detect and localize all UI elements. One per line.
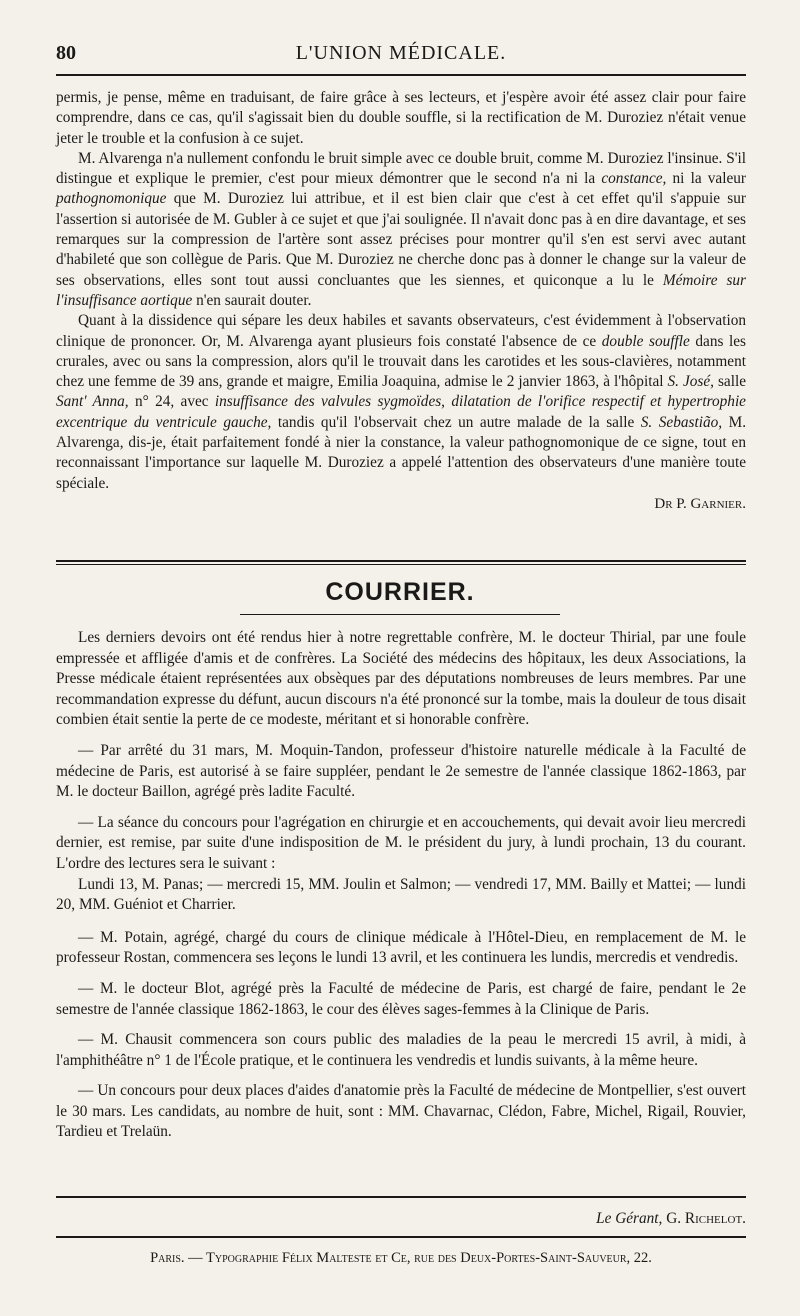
imprint-rule xyxy=(56,1236,746,1238)
running-title: L'UNION MÉDICALE. xyxy=(295,42,507,64)
news-item: — Un concours pour deux places d'aides d'anatomie près la Faculté de médecine de Montpellier, s'est ouvert le 30 mars. Les candidats, au nombre de huit, sont : MM. Chavarnac, Clédon, Fabre, Michel, Rigail, Rouvier, Tardieu et Trelaün. xyxy=(56,1082,746,1141)
header-rule xyxy=(56,74,746,76)
news-item: — Par arrêté du 31 mars, M. Moquin-Tandon, professeur d'histoire naturelle médicale à la Faculté de médecine de Paris, est autorisé à se faire suppléer, pendant le 2e semestre de l'année classique 1862-1863, par M. le docteur Baillon, agrégé près ladite Faculté. xyxy=(56,741,746,801)
page-header xyxy=(56,38,746,72)
article-signature: Dr P. Garnier. xyxy=(654,495,746,512)
news-item: — M. le docteur Blot, agrégé près la Faculté de médecine de Paris, est chargé de faire, pendant le 2e semestre de l'année classique 1862-1863, le cour des élèves sages-femmes à la Clinique de Paris. xyxy=(56,979,746,1018)
article-paragraph: permis, je pense, même en traduisant, de faire grâce à ses lecteurs, et j'espère avoir été assez clair pour faire comprendre, dans ce cas, qu'il s'agissait bien du double souffle, si la rectification de M. Duroziez n'était venue jeter le trouble et la confusion à ce sujet. xyxy=(56,89,746,147)
news-item: Les derniers devoirs ont été rendus hier à notre regrettable confrère, M. le docteur Thirial, par une foule empressée et affligée d'amis et de confrères. La Société des médecins des hôpitaux, les deux Associations, la Presse médicale étaient représentées aux obsèques par des députations nombreuses de leurs membres. Par une recommandation expresse du défunt, aucun discours n'a été prononcé sur la tombe, mais la douleur de tous disait combien était sentie la perte de ce modeste, méritant et si honorable confrère. xyxy=(56,629,746,729)
gerant-label: Le Gérant, xyxy=(596,1210,663,1227)
page-number: 80 xyxy=(56,42,76,64)
section-rule-thin xyxy=(56,564,746,565)
article-body xyxy=(56,88,746,514)
section-title-courrier: COURRIER. xyxy=(325,578,475,606)
news-item: — M. Chausit commencera son cours public des maladies de la peau le mercredi 15 avril, à midi, à l'amphithéâtre n° 1 de l'École pratique, et le continuera les vendredis et lundis suivants, à la même heure. xyxy=(56,1031,746,1069)
printer-imprint: Paris. — Typographie Félix Malteste et Ce, rue des Deux-Portes-Saint-Sauveur, 22. xyxy=(150,1250,652,1266)
article-paragraph: M. Alvarenga n'a nullement confondu le bruit simple avec ce double bruit, comme M. Duroziez l'insinue. S'il distingue et explique le premier, c'est pour mieux démontrer que le second n'a ni la constance, ni la valeur pathognomonique que M. Duroziez lui attribue, et il est bien clair que c'est à cet effet qu'il s'appuie sur l'assertion si autorisée de M. Gubler à ce sujet et que j'ai soulignée. Il n'avait donc pas à en dire davantage, et ses remarques sur la compression de l'artère sont assez précises pour montrer qu'il s'en est servi avec autant d'habileté que son collègue de Paris. Que M. Duroziez ne cherche donc pas à donner le change sur la valeur de ses observations, elles sont tout aussi concluantes que les siennes, et quiconque a lu le Mémoire sur l'insuffisance aortique n'en saurait douter. xyxy=(56,149,746,309)
article-paragraph: Quant à la dissidence qui sépare les deux habiles et savants observateurs, c'est évidemment à l'observation clinique de prononcer. Or, M. Alvarenga ayant plusieurs fois constaté l'absence de ce double souffle dans les crurales, avec ou sans la compression, alors qu'il le trouvait dans les carotides et les sous-clavières, notamment chez une femme de 39 ans, grande et maigre, Emilia Joaquina, admise le 2 janvier 1863, à l'hôpital S. José, salle Sant' Anna, n° 24, avec insuffisance des valvules sygmoïdes, dilatation de l'orifice respectif et hypertrophie excentrique du ventricule gauche, tandis qu'il l'observait chez un autre malade de la salle S. Sebastião, M. Alvarenga, dis-je, était parfaitement fondé à nier la constance, la valeur pathognomonique de ce signe, tout en reconnaissant l'importance sur laquelle M. Duroziez a appelé l'attention des observateurs d'une manière toute spéciale. xyxy=(56,312,747,492)
news-item: — La séance du concours pour l'agrégation en chirurgie et en accouchements, qui devait avoir lieu mercredi dernier, est remise, par suite d'une indisposition de M. le président du jury, à lundi prochain, 13 du courant. L'ordre des lectures sera le suivant : xyxy=(56,813,746,872)
news-item: — M. Potain, agrégé, chargé du cours de clinique médicale à l'Hôtel-Dieu, en remplacement de M. le professeur Rostan, commencera ses leçons le lundi 13 avril, et les continuera les lundis, mercredis et vendredis. xyxy=(56,928,746,967)
gerant-line xyxy=(56,1210,746,1228)
news-item-continuation: Lundi 13, M. Panas; — mercredi 15, MM. Joulin et Salmon; — vendredi 17, MM. Bailly et Mattei; — lundi 20, MM. Guéniot et Charrier. xyxy=(56,875,746,914)
courrier-body xyxy=(56,628,746,1153)
title-underline xyxy=(240,614,560,615)
footer-rule xyxy=(56,1196,746,1198)
gerant-name: G. Richelot. xyxy=(666,1210,746,1227)
section-rule xyxy=(56,560,746,562)
